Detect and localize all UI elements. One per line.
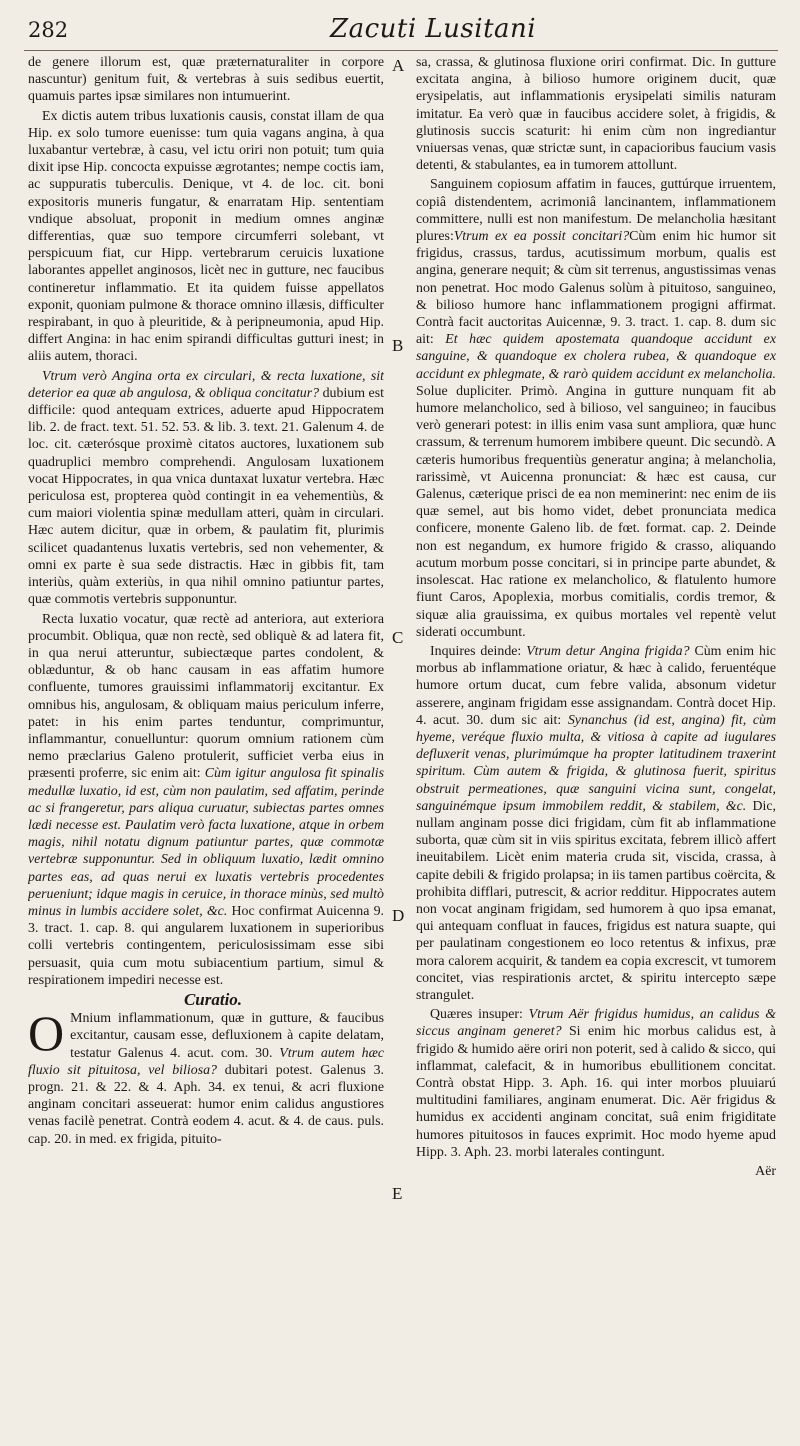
section-heading: Curatio.: [183, 989, 243, 1009]
italic-question: Vtrum Aër frigidus humidus, an calidus & siccus anginam generet?: [416, 1007, 776, 1040]
paragraph-text: dubitari potest. Galenus 3. progn. 21. & 22. & 4. Aph. 34. ex tenui, & acri fluxione anginam concitari asseuerat: humor enim calidus angustiores venas facilè penetrat. Contrà eodem 4. acut. & 4. de caus. puls. cap. 20. in med. ex frigida, pituito-: [28, 1062, 384, 1147]
catchword: Aër: [755, 1164, 776, 1179]
paragraph-text: Cùm enim hic humor sit frigidus, crassus, tardus, acutissimum morbum, qualis est angina, generare nequit; & cùm sit terrenus, angustissimas venas non penetrat. Hoc modo Galenus solùm à pituitoso, sanguineo, & bilioso humore hanc inflammationem progigni affirmat. Contrà facit auctoritas Auicennæ, 9. 3. tract. 1. cap. 8. dum sic ait:: [416, 229, 776, 348]
italic-quotation: Et hæc quidem apostemata quandoque accidunt ex sanguine, & quandoque ex cholera rubea, & quandoque ex accidunt ex phlegmate, & rarò quidem accidunt ex melancholia.: [416, 332, 776, 382]
margin-letter-e: E: [392, 1184, 403, 1203]
italic-quotation: Cùm igitur angulosa fit spinalis medullæ luxatio, id est, cùm non paulatim, sed affatim, perinde ac si frangeretur, pars aliqua curuatur, subiectas partes omnes lædi necesse est. Paulatim verò facta luxatione, atque in orbem magis, nihil notatu dignum patiuntur partes, quæ commotæ vertebræ supponuntur. Sed in obliquum luxatio, lædit omnino partes eas, ad quas nerui ex luxatis vertebris procedentes perueniunt; idque magis in ceruice, in thorace minùs, sed multò minus in lumbis accidere solet, &c.: [28, 766, 384, 919]
drop-cap: O: [28, 1005, 65, 1062]
paragraph-text: Inquires deinde:: [430, 643, 522, 659]
paragraph-text: Sanguinem copiosum affatim in fauces, guttúrque irruentem, copiâ distendentem, acrimoniâ lancinantem, inflammationem committere, nulli est non manifestum. De melancholia hæsitant plures:: [416, 177, 776, 245]
running-title: Zacuti Lusitani: [330, 14, 537, 44]
margin-letter-c: C: [392, 628, 404, 647]
margin-letter-a: A: [392, 56, 405, 75]
margin-letter-b: B: [392, 336, 404, 355]
paragraph-text: Hoc confirmat Auicenna 9. 3. tract. 1. cap. 8. qui angularem luxationem in superioribus colli vertebris contingentem, periculosissimam esse sibi persuasit, quia cum motu subiacentium partium, simul & respirationem impediri necesse est.: [28, 903, 384, 988]
italic-question: Vtrum verò Angina orta ex circulari, & recta luxatione, sit deterior ea quæ ab angulosa, & obliqua concitatur?: [28, 368, 384, 401]
paragraph: [416, 1006, 776, 1161]
paragraph: sa, crassa, & glutinosa fluxione oriri confirmat. Dic. In gutture excitata angina, à bilioso humore originem ducit, quæ erysipelatis, aut inflammationis erysipelati similis naturam imitatur. Ea verò quæ in faucibus accidere solet, à frigidis, & glutinosis succis scaturit: hi enim cùm non ingrediantur vniuersas venas, quæ strictæ sunt, in capacioribus faucium vasis detenti, & stabulantes, ea in tumorem attollunt.: [416, 55, 776, 174]
paragraph-text: Mnium inflammationum, quæ in gutture, & faucibus excitantur, causam esse, defluxionem à capite delatam, testatur Galenus 4. acut. com. 30.: [70, 1011, 384, 1061]
paragraph: [416, 643, 776, 1004]
paragraph: [28, 1005, 384, 1148]
paragraph: [28, 368, 384, 609]
paragraph-text: Recta luxatio vocatur, quæ rectè ad anteriora, aut exteriora procumbit. Obliqua, quæ non rectè, sed obliquè & ad latera fit, in qua nerui atteruntur, subiectæque partes condolent, & oblæduntur, & ob hanc causam in eas affatim humore confluente, tumores grauissimi inflammatorij excitantur. Ex omnibus his, angulosam, & obliquam maius periculum inferre, patet: in his enim partes tenduntur, comprimuntur, inflammantur, conuelluntur: quorum omnium rationem cùm nemo præclarius Galeno protulerit, sufficiet verba eius in præsenti proferre, sic enim ait:: [28, 611, 384, 782]
italic-question: Vtrum detur Angina frigida?: [526, 643, 690, 659]
italic-question: Vtrum autem hæc fluxio sit pituitosa, vel biliosa?: [28, 1045, 384, 1078]
paragraph: Ex dictis autem tribus luxationis causis, constat illam de qua Hip. ex solo tumore euenisse: tum quia vagans angina, à qua luxabantur vertebræ, à casu, vel ictu oriri non potuit; tum quia dixit ipse Hip. concocta expuisse ægrotantes; nempe coctis iam, ac suppuratis tuberculis. Denique, vt 4. de loc. cit. boni expositoris muneris fungatur, & enarratam Hip. sententiam vndique absoluat, proponit in medium omnes anginæ differentias, quæ suo tempore circumferri solebant, vt perspicuum fiat, cur Hipp. vertebrarum ceruicis luxatione laborantes appellet anginosos, licèt nec in gutture, nec faucibus contineretur inflammatio. Et ita quidem fuisse appellatos exponit, quoniam pulmone & thorace omnino illæsis, difficulter respirabant, in quo à pleuritide, & à peripneumonia, apud Hip. differt Angina: in hac enim spirandi difficultas gutturi inest; in aliis autem, thoraci.: [28, 108, 384, 365]
page-number: 282: [28, 18, 69, 42]
paragraph-text: dubium est difficile: quod antequam extrices, aduerte apud Hippocratem lib. 2. de fract. text. 51. 52. 53. & lib. 3. text. 21. Galenum 4. de loc. cit. cæterósque proximè citatos auctores, luxationem sub quadruplici membro comprehendi. Angulosam luxationem vocat Hippocrates, in qua vnica duntaxat luxatur vertebra. Hæc periculosa est, propterea quòd contingit in ea vehementiùs, & cum maiori violentia spinæ medullam atteri, quàm in circulari. Hæc autem dicitur, quæ in orbem, & paulatim fit, plurimis scilicet quadantenus luxatis vertebris, sed non vehementer, & omni ex parte è sua sede distractis. Hæc in gibbis fit, tam interiùs, quàm exteriùs, in qua nihil omnino patiuntur partes, quæ commotis vertebris supponuntur.: [28, 385, 384, 608]
paragraph-text: Cùm enim hic morbus ab inflammatione oriatur, & hæc à calido, feruentéque humore ortum ducat, cum febre valida, absonum videtur asserere, anginam frigidam esse assignandam. Contrà docet Hip. 4. acut. 30. dum sic ait:: [416, 643, 776, 728]
italic-question: Vtrum ex ea possit concitari?: [453, 229, 630, 245]
paragraph-text: Quæres insuper:: [430, 1007, 523, 1023]
paragraph: [28, 611, 384, 989]
paragraph-text: Solue dupliciter. Primò. Angina in gutture nunquam fit ab humore melancholico, sed à bilioso, vel sanguineo; in faucibus verò generari potest: in illis enim vasa sunt ampliora, quæ hunc crassum, & terrenum humorem imbibere queunt. Dic secundò. A cæteris humoribus frequentiùs generatur angina; à melancholia, rarissimè, vt Auicenna pronunciat: & hæc est causa, cur Galenus, cæterique prisci de ea non meminerint: nec enim de iis quæ semel, aut bis homo videt, debet pronunciata medica conficere, monente Galeno lib. de fœt. format. cap. 2. Deinde non est negandum, ex humore frigido & crasso, aliquando acutum morbum posse concitari, si in principe parte abundet, & insolescat. Hac ratione ex melancholico, & flatulento humore fiunt Caros, Apoplexia, morbus comitialis, cordis tremor, & siquæ alia grauissima, ex quibus mortales vel repentè velut siderati occumbunt.: [416, 383, 776, 640]
paragraph-text: Si enim hic morbus calidus est, à frigido & humido aëre oriri non poterit, sed à calido & sicco, qui inflammat, calefacit, & in humoribus ebullitionem concitat. Contrà obstat Hipp. 3. Aph. 16. qui inter morbos pluuiarú multitudini familiares, anginam enumerat. Dic. Aër frigidus & humidus ex accidenti anginam concitat, suâ enim frigiditate humores pituitosos in fauces exprimit. Hoc modo hyeme apud Hipp. 3. Aph. 23. morbi laterales contingunt.: [416, 1024, 776, 1160]
paragraph: [416, 176, 776, 640]
left-column: [28, 54, 384, 1426]
header-rule: [24, 50, 778, 51]
right-column: [416, 54, 776, 1426]
italic-quotation: Synanchus (id est, angina) fit, cùm hyeme, veréque fluxio multa, & vitiosa à capite ad iugulares defluxerit venas, plurimúmque ha propter latitudinem traxerint spiritum. Cùm autem & frigida, & glutinosa fuerit, spiritus obstruit permeationes, quæ sanguini vicina sunt, congelat, sanguinémque ipsum immobilem reddit, & stabilem, &c.: [416, 712, 776, 814]
margin-letter-d: D: [392, 906, 405, 925]
paragraph: de genere illorum est, quæ præternaturaliter in corpore nascuntur) genitum fuit, & vertebras à suis sedibus euertit, quamuis partes ipsæ similares non intumuerint.: [28, 55, 384, 105]
paragraph-text: Dic, nullam anginam posse dici frigidam, cùm fit ab inflammatione suborta, quæ cùm sit in viis spiritus excitata, febrem illicò affert ineuitabilem. Licèt enim materia cruda sit, viscida, crassa, à capite debili & frigido prolapsa; in iis tamen partibus coërcita, & prohibita difflari, putrescit, & acrior redditur. Hippocrates autem non vocat anginam frigidam, sed humorem à quo ipsa emanat, qui antequam confluat in fauces, frigidus est natura suapte, qui per paulatinam congestionem eo loco retentus & infixus, præ mora calorem acquirit, & tandem ea copia excrescit, vt tumorem concitet, vias respirationis arctet, & spiritu intercepto sæpe strangulet.: [416, 798, 776, 1003]
